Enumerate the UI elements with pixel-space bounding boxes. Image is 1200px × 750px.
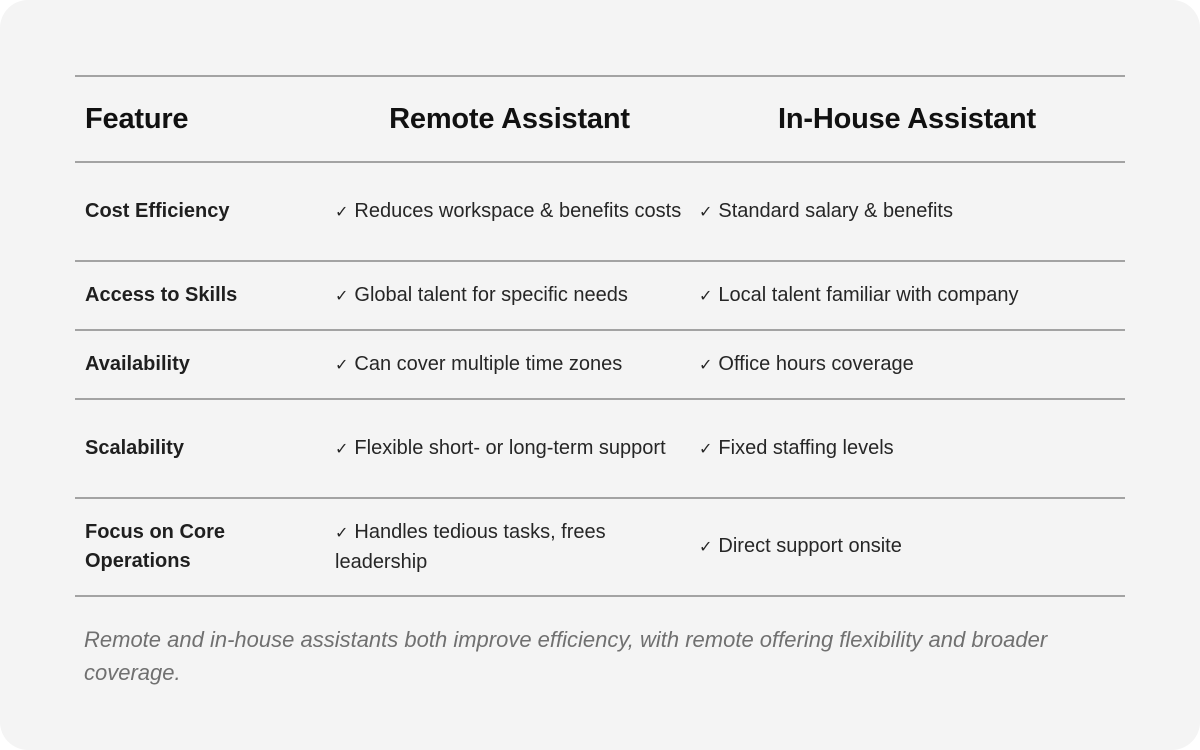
feature-label: Access to Skills — [85, 284, 238, 306]
inhouse-value-text: Office hours coverage — [718, 352, 914, 375]
remote-value-text: Can cover multiple time zones — [354, 352, 623, 375]
inhouse-value — [690, 281, 1125, 311]
check-icon: ✓ — [699, 203, 713, 221]
inhouse-value — [690, 197, 1125, 227]
check-icon: ✓ — [699, 539, 713, 556]
header-remote-assistant: Remote Assistant — [389, 102, 630, 135]
feature-label: Focus on Core Operations — [85, 521, 226, 572]
remote-value — [328, 197, 690, 227]
check-icon: ✓ — [335, 440, 349, 458]
table-row — [75, 499, 1125, 597]
feature-label: Cost Efficiency — [85, 200, 230, 222]
inhouse-value — [690, 350, 1125, 380]
table-row — [75, 163, 1125, 262]
inhouse-value-text: Fixed staffing levels — [718, 436, 894, 459]
inhouse-value — [690, 532, 1125, 562]
remote-value — [328, 434, 690, 464]
remote-value — [328, 518, 690, 577]
table-row — [75, 262, 1125, 331]
inhouse-value-text: Local talent familiar with company — [718, 283, 1019, 306]
table-row — [75, 400, 1125, 499]
feature-label: Scalability — [85, 437, 184, 459]
check-icon: ✓ — [699, 287, 713, 305]
remote-value-text: Global talent for specific needs — [354, 283, 628, 306]
remote-value — [328, 281, 690, 311]
comparison-table — [75, 75, 1125, 597]
check-icon: ✓ — [699, 356, 713, 374]
remote-value-text: Reduces workspace & benefits costs — [354, 199, 682, 222]
remote-value-text: Handles tedious tasks, frees leadership — [335, 520, 606, 573]
remote-value-text: Flexible short- or long-term support — [354, 436, 666, 459]
table-row — [75, 331, 1125, 400]
feature-label: Availability — [85, 353, 190, 375]
remote-value — [328, 350, 690, 380]
header-feature: Feature — [85, 102, 189, 135]
header-in-house-assistant: In-House Assistant — [778, 102, 1036, 135]
table-header-row — [75, 77, 1125, 163]
check-icon: ✓ — [335, 356, 349, 374]
inhouse-value-text: Standard salary & benefits — [718, 199, 953, 222]
inhouse-value-text: Direct support onsite — [718, 535, 902, 557]
check-icon: ✓ — [335, 203, 349, 221]
inhouse-value — [690, 434, 1125, 464]
check-icon: ✓ — [335, 524, 349, 542]
table-caption: Remote and in-house assistants both improve efficiency, with remote offering flexibility and broader coverage. — [84, 627, 1048, 685]
check-icon: ✓ — [699, 440, 713, 458]
check-icon: ✓ — [335, 287, 349, 305]
